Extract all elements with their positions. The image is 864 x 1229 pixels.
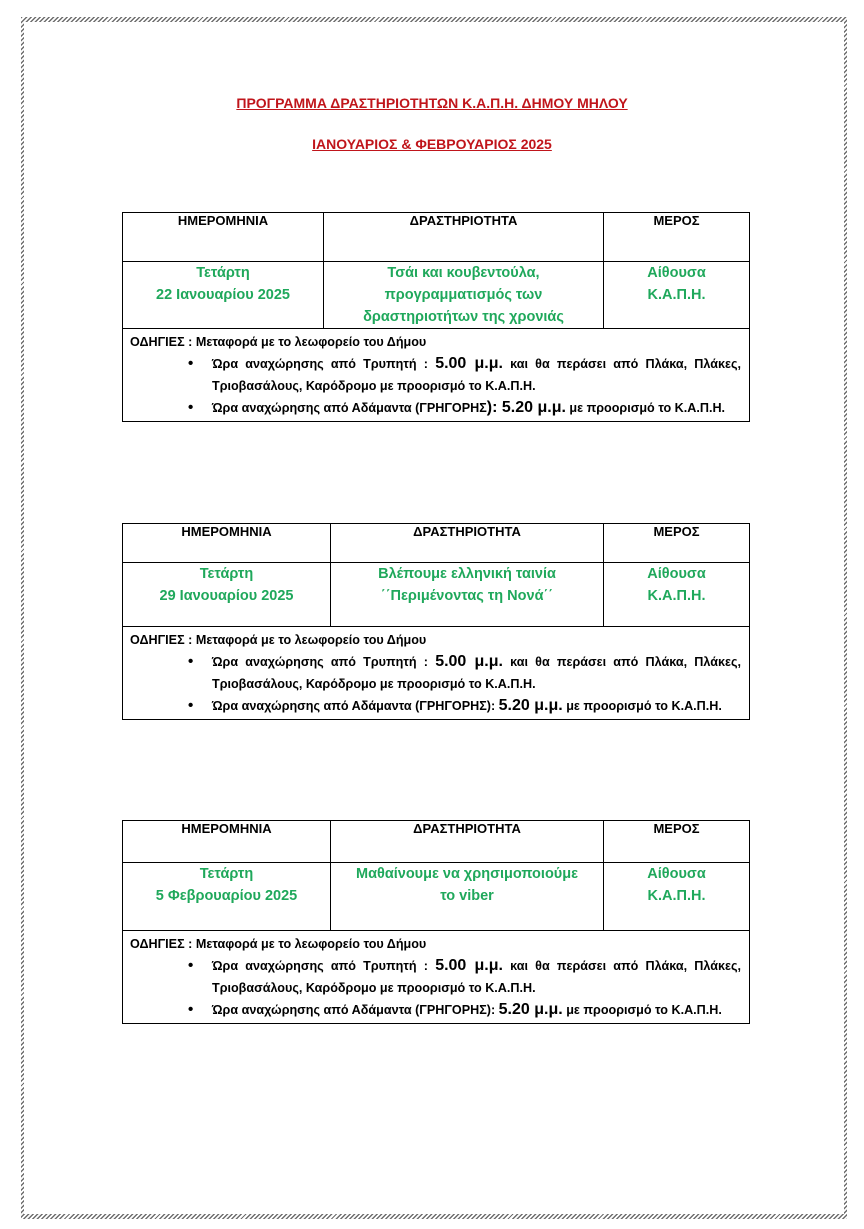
event-activity-line: ΄΄Περιμένοντας τη Νονά΄΄	[380, 588, 554, 604]
event-date: 22 Ιανουαρίου 2025	[156, 287, 290, 303]
notes-lead: ΟΔΗΓΙΕΣ : Μεταφορά με το λεωφορείο του Δήμου	[130, 937, 427, 951]
event-activity-line: Μαθαίνουμε να χρησιμοποιούμε	[355, 866, 578, 882]
event-place-cell	[604, 563, 750, 627]
note-item: • Ώρα αναχώρησης από Αδάμαντα (ΓΡΗΓΟΡΗΣ): 5.20 μ.μ. με προορισμό το Κ.Α.Π.Η.	[212, 999, 741, 1021]
departure-time: 5.20 μ.μ.	[498, 697, 563, 714]
header-activity: ΔΡΑΣΤΗΡΙΟΤΗΤΑ	[331, 821, 604, 863]
notes-list	[130, 651, 741, 717]
notes-cell	[123, 627, 750, 720]
notes-list	[130, 353, 741, 419]
header-date: ΗΜΕΡΟΜΗΝΙΑ	[123, 524, 331, 563]
event-date-cell	[123, 262, 324, 329]
document-title: ΠΡΟΓΡΑΜΜΑ ΔΡΑΣΤΗΡΙΟΤΗΤΩΝ Κ.Α.Π.Η. ΔΗΜΟΥ ΜΗΛΟΥ	[236, 95, 628, 111]
event-day: Τετάρτη	[196, 265, 250, 281]
departure-time: 5.00 μ.μ.	[435, 355, 503, 372]
header-place: ΜΕΡΟΣ	[604, 821, 750, 863]
event-date: 29 Ιανουαρίου 2025	[159, 588, 294, 604]
header-row	[123, 821, 750, 863]
departure-time: 5.00 μ.μ.	[435, 653, 503, 670]
event-activity-line: δραστηριοτήτων της χρονιάς	[363, 309, 564, 325]
event-day: Τετάρτη	[199, 566, 254, 582]
event-activity-cell	[331, 863, 604, 931]
event-activity-line: Τσάι και κουβεντούλα,	[387, 265, 540, 281]
schedule-table-1	[122, 212, 750, 422]
event-activity-line: Βλέπουμε ελληνική ταινία	[378, 566, 556, 582]
departure-time: 5.20 μ.μ.	[498, 1001, 563, 1018]
event-row	[123, 563, 750, 627]
event-activity-cell	[324, 262, 604, 329]
note-item: • Ώρα αναχώρησης από Τρυπητή : 5.00 μ.μ. και θα περάσει από Πλάκα, Πλάκες, Τριοβασάλους, Καρόδρομο με προορισμό το Κ.Α.Π.Η.	[212, 353, 741, 397]
event-date: 5 Φεβρουαρίου 2025	[155, 888, 298, 904]
note-item: • Ώρα αναχώρησης από Τρυπητή : 5.00 μ.μ. και θα περάσει από Πλάκα, Πλάκες, Τριοβασάλους, Καρόδρομο με προορισμό το Κ.Α.Π.Η.	[212, 955, 741, 999]
event-activity-cell	[331, 563, 604, 627]
header-place: ΜΕΡΟΣ	[604, 213, 750, 262]
notes-row	[123, 931, 750, 1024]
event-place-line: Κ.Α.Π.Η.	[647, 287, 706, 303]
event-place-line: Αίθουσα	[647, 866, 706, 882]
event-row	[123, 863, 750, 931]
document-subtitle: ΙΑΝΟΥΑΡΙΟΣ & ΦΕΒΡΟΥΑΡΙΟΣ 2025	[312, 136, 552, 152]
header-date: ΗΜΕΡΟΜΗΝΙΑ	[123, 821, 331, 863]
event-day: Τετάρτη	[199, 866, 254, 882]
event-date-cell	[123, 563, 331, 627]
departure-time: 5.00 μ.μ.	[435, 957, 503, 974]
schedule-table-3	[122, 820, 750, 1024]
event-place-cell	[604, 262, 750, 329]
notes-cell	[123, 931, 750, 1024]
notes-row	[123, 627, 750, 720]
schedule-table-2	[122, 523, 750, 720]
departure-time: ): 5.20 μ.μ.	[486, 399, 566, 416]
header-row	[123, 213, 750, 262]
notes-lead: ΟΔΗΓΙΕΣ : Μεταφορά με το λεωφορείο του Δήμου	[130, 335, 427, 349]
header-row	[123, 524, 750, 563]
note-item: • Ώρα αναχώρησης από Αδάμαντα (ΓΡΗΓΟΡΗΣ): 5.20 μ.μ. με προορισμό το Κ.Α.Π.Η.	[212, 695, 741, 717]
header-activity: ΔΡΑΣΤΗΡΙΟΤΗΤΑ	[331, 524, 604, 563]
note-item: • Ώρα αναχώρησης από Αδάμαντα (ΓΡΗΓΟΡΗΣ): 5.20 μ.μ. με προορισμό το Κ.Α.Π.Η.	[212, 397, 741, 419]
notes-row	[123, 329, 750, 422]
notes-cell	[123, 329, 750, 422]
header-date: ΗΜΕΡΟΜΗΝΙΑ	[123, 213, 324, 262]
note-item: • Ώρα αναχώρησης από Τρυπητή : 5.00 μ.μ. και θα περάσει από Πλάκα, Πλάκες, Τριοβασάλους, Καρόδρομο με προορισμό το Κ.Α.Π.Η.	[212, 651, 741, 695]
event-place-line: Κ.Α.Π.Η.	[647, 888, 706, 904]
notes-list	[130, 955, 741, 1021]
event-activity-line: το viber	[440, 888, 494, 904]
event-row	[123, 262, 750, 329]
event-place-line: Αίθουσα	[647, 566, 706, 582]
event-place-line: Αίθουσα	[647, 265, 706, 281]
event-date-cell	[123, 863, 331, 931]
event-place-cell	[604, 863, 750, 931]
header-activity: ΔΡΑΣΤΗΡΙΟΤΗΤΑ	[324, 213, 604, 262]
event-place-line: Κ.Α.Π.Η.	[647, 588, 706, 604]
header-place: ΜΕΡΟΣ	[604, 524, 750, 563]
notes-lead: ΟΔΗΓΙΕΣ : Μεταφορά με το λεωφορείο του Δήμου	[130, 633, 427, 647]
event-activity-line: προγραμματισμός των	[384, 287, 543, 303]
